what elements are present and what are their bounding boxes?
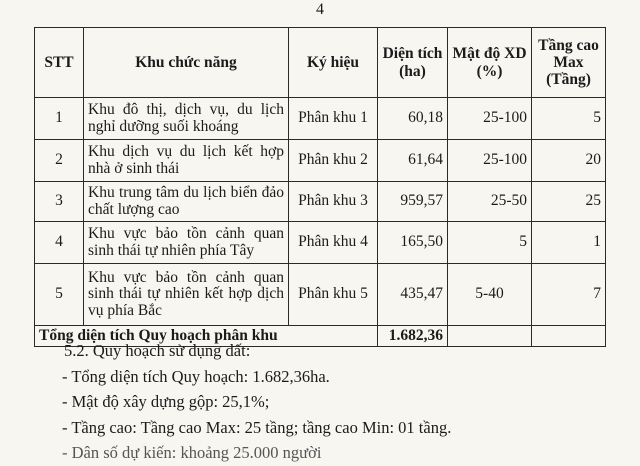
header-density: Mật độ XD (%) <box>448 28 532 98</box>
cell-code: Phân khu 3 <box>289 182 378 222</box>
cell-stt: 2 <box>35 140 84 182</box>
cell-function: Khu dịch vụ du lịch kết hợp nhà ở sinh thái <box>84 140 289 182</box>
cell-area: 959,57 <box>378 182 448 222</box>
page-number: 4 <box>316 1 324 18</box>
section-heading: 5.2. Quy hoạch sử dụng đất: <box>64 341 251 360</box>
cell-code: Phân khu 4 <box>289 222 378 264</box>
zoning-table <box>34 27 606 347</box>
cell-floors: 1 <box>532 222 606 264</box>
cell-floors: 7 <box>532 264 606 326</box>
bullet-floors: - Tầng cao: Tầng cao Max: 25 tầng; tầng cao Min: 01 tầng. <box>62 417 452 437</box>
header-stt: STT <box>35 28 84 98</box>
cell-function: Khu vực bảo tồn cảnh quan sinh thái tự nhiên kết hợp dịch vụ phía Bắc <box>84 264 289 326</box>
cell-density: 5 <box>448 222 532 264</box>
bullet-cut-off: - Dân số dự kiến: khoảng 25.000 người <box>62 443 322 462</box>
cell-area: 435,47 <box>378 264 448 326</box>
cell-stt: 3 <box>35 182 84 222</box>
cell-stt: 1 <box>35 98 84 140</box>
cell-area: 165,50 <box>378 222 448 264</box>
header-function: Khu chức năng <box>84 28 289 98</box>
total-label: Tổng diện tích Quy hoạch phân khu <box>35 326 378 347</box>
cell-code: Phân khu 1 <box>289 98 378 140</box>
cell-density: 25-50 <box>448 182 532 222</box>
cell-floors: 20 <box>532 140 606 182</box>
header-code: Ký hiệu <box>289 28 378 98</box>
bullet-total-area: - Tổng diện tích Quy hoạch: 1.682,36ha. <box>62 366 330 386</box>
cell-floors: 25 <box>532 182 606 222</box>
cell-density: 5-40 <box>448 264 532 326</box>
cell-code: Phân khu 2 <box>289 140 378 182</box>
table-row <box>35 264 606 326</box>
cell-code: Phân khu 5 <box>289 264 378 326</box>
table-header-row <box>35 28 606 98</box>
cell-stt: 4 <box>35 222 84 264</box>
cell-density: 25-100 <box>448 140 532 182</box>
cell-stt: 5 <box>35 264 84 326</box>
header-area: Diện tích (ha) <box>378 28 448 98</box>
table-row <box>35 182 606 222</box>
table-row <box>35 222 606 264</box>
land-use-section <box>0 338 640 466</box>
cell-area: 60,18 <box>378 98 448 140</box>
cell-function: Khu vực bảo tồn cảnh quan sinh thái tự nhiên phía Tây <box>84 222 289 264</box>
cell-density: 25-100 <box>448 98 532 140</box>
cell-floors: 5 <box>532 98 606 140</box>
cell-area: 61,64 <box>378 140 448 182</box>
total-area: 1.682,36 <box>378 326 448 347</box>
bullet-density: - Mật độ xây dựng gộp: 25,1%; <box>62 392 270 411</box>
cell-function: Khu trung tâm du lịch biển đảo chất lượng cao <box>84 182 289 222</box>
table-row <box>35 140 606 182</box>
table-row <box>35 98 606 140</box>
cell-function: Khu đô thị, dịch vụ, du lịch nghỉ dưỡng suối khoáng <box>84 98 289 140</box>
header-floors: Tầng cao Max (Tầng) <box>532 28 606 98</box>
